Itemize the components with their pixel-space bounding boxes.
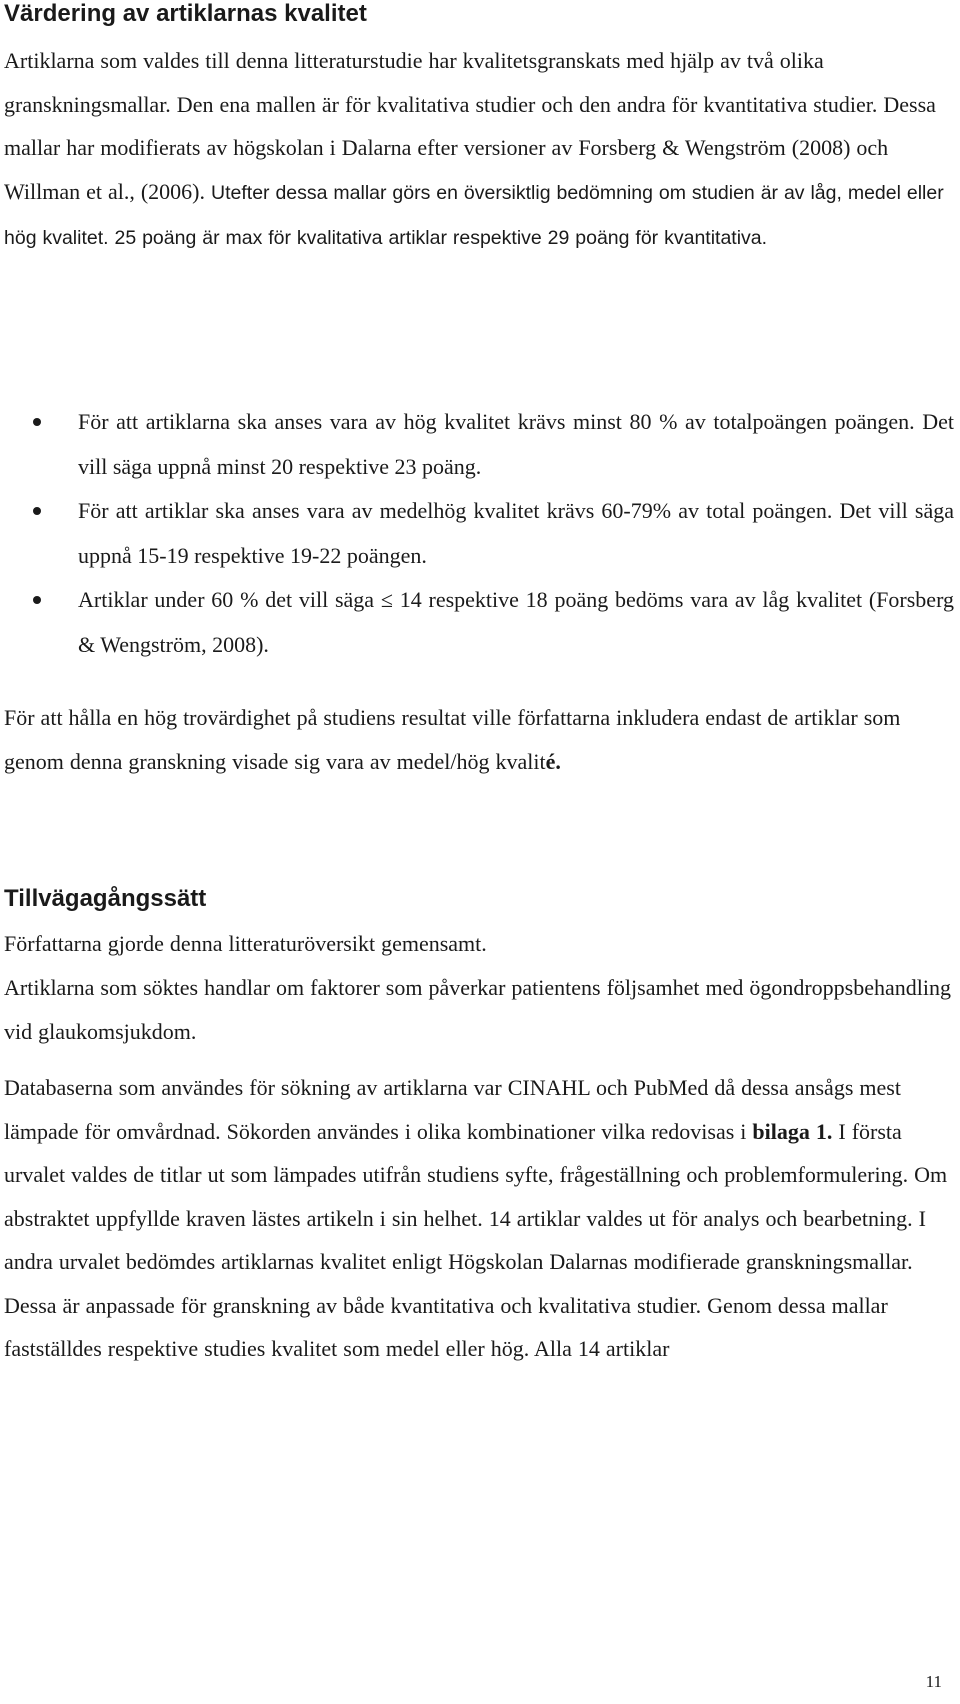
bullet-icon xyxy=(33,596,41,604)
appendix-reference: bilaga 1. xyxy=(752,1118,833,1144)
list-item-text: Artiklar under 60 % det vill säga ≤ 14 respektive 18 poäng bedöms vara av låg kvalitet (Forsberg & Wengström, 2008). xyxy=(78,587,954,657)
page-number: 11 xyxy=(925,1672,942,1691)
databases-text-after: I första urvalet valdes de titlar ut som lämpades utifrån studiens syfte, frågeställning och problemformulering. Om abstraktet uppfyllde kraven lästes artikeln i sin helhet. 14 artiklar valdes ut för analys och bearbetning. I andra urvalet bedömdes artiklarnas kvalitet enligt Högskolan Dalarnas modifierade granskningsmallar. Dessa är anpassade för granskning av både kvantitativa och kvalitativa studier. Genom dessa mallar fastställdes respektive studies kvalitet som medel eller hög. Alla 14 artiklar xyxy=(4,1118,948,1361)
bullet-icon xyxy=(33,507,41,515)
trustworthiness-paragraph xyxy=(4,696,954,783)
databases-text-before: Databaserna som användes för sökning av artiklarna var CINAHL och PubMed då dessa ansågs mest lämpade för omvårdnad. Sökorden användes i olika kombinationer vilka redovisas i xyxy=(4,1075,901,1144)
list-item xyxy=(0,489,960,578)
section-heading-method: Tillvägagångssätt xyxy=(4,885,207,912)
articles-paragraph: Artiklarna som söktes handlar om faktorer som påverkar patientens följsamhet med ögondroppsbehandling vid glaukomsjukdom. xyxy=(4,975,951,1044)
list-item-text: För att artiklar ska anses vara av medelhög kvalitet krävs 60-79% av total poängen. Det vill säga uppnå 15-19 respektive 19-22 poängen. xyxy=(78,498,954,568)
list-item-text: För att artiklarna ska anses vara av hög kvalitet krävs minst 80 % av totalpoängen poängen. Det vill säga uppnå minst 20 respektive 23 poäng. xyxy=(78,409,954,479)
list-item xyxy=(0,578,960,667)
list-item xyxy=(0,400,960,489)
authors-paragraph: Författarna gjorde denna litteraturöversikt gemensamt. xyxy=(4,931,487,956)
trust-text: För att hålla en hög trovärdighet på studiens resultat ville författarna inkludera endast de artiklar som genom denna granskning visade sig vara av medel/hög kvalit xyxy=(4,705,901,774)
section-heading-quality: Värdering av artiklarnas kvalitet xyxy=(4,0,367,27)
intro-sans-text: Utefter dessa mallar görs en översiktlig bedömning om studien är av låg, medel eller hög kvalitet. 25 poäng är max för kvalitativa artiklar respektive 29 poäng för kvantitativa. xyxy=(4,181,944,249)
intro-serif-text: Artiklarna som valdes till denna litteraturstudie har kvalitetsgranskats med hjälp av två olika granskningsmallar. Den ena mallen är för kvalitativa studier och den andra för kvantitativa studier. Dessa mallar har modifierats av högskolan i Dalarna efter versioner av Forsberg & Wengström (2008) och Willman et al., (2006). xyxy=(4,48,936,204)
intro-paragraph xyxy=(4,39,954,261)
trust-bold-end: é. xyxy=(545,748,561,774)
criteria-list xyxy=(0,400,960,667)
bullet-icon xyxy=(33,418,41,426)
databases-paragraph xyxy=(4,1066,954,1371)
